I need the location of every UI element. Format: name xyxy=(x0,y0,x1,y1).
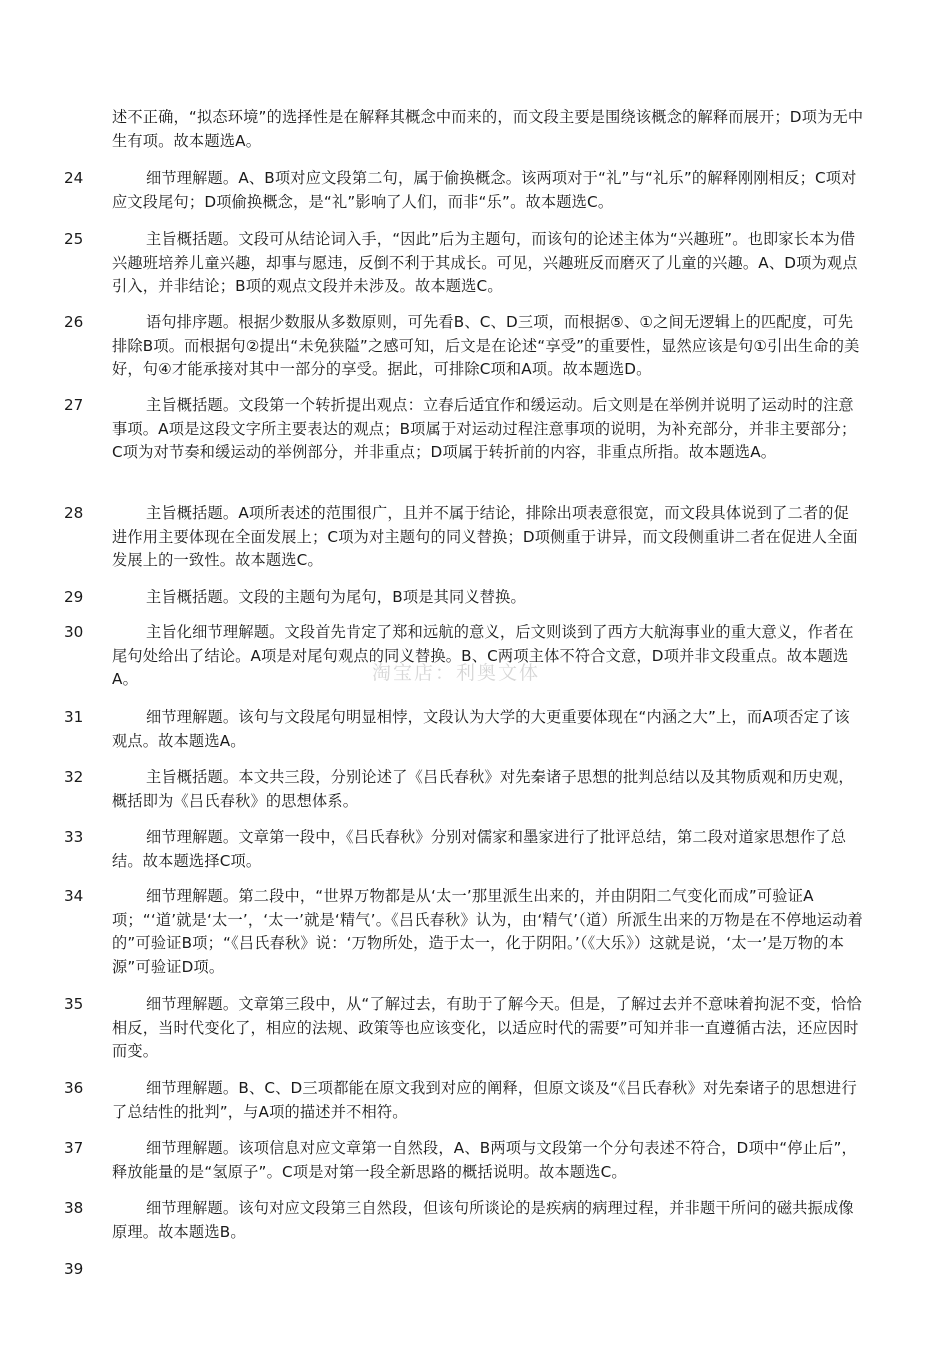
answer-explanation: 语句排序题。根据少数服从多数原则，可先看B、C、D三项，而根据⑤、①之间无逻辑上的匹配度，可先排除B项。而根据句②提出“未免狭隘”之感可知，后文是在论述“享受”的重要性，显然应该是句①引出生命的美好，句④才能承接对其中一部分的享受。据此，可排除C项和A项。故本题选D。 xyxy=(112,313,860,378)
answer-number: 31 xyxy=(64,708,84,726)
answer-explanation: 细节理解题。B、C、D三项都能在原文我到对应的阐释，但原文谈及“《吕氏春秋》对先秦诸子的思想进行了总结性的批判”，与A项的描述并不相符。 xyxy=(112,1079,857,1121)
watermark: 淘宝店：利奥文体 xyxy=(372,662,541,684)
answer-number: 26 xyxy=(64,313,84,331)
answer-explanation: 细节理解题。该句对应文段第三自然段，但该句所谈论的是疾病的病理过程，并非题干所问的磁共振成像原理。故本题选B。 xyxy=(112,1199,854,1241)
answer-explanation: 细节理解题。文章第三段中，从“了解过去，有助于了解今天。但是，了解过去并不意味着拘泥不变，恰恰相反，当时代变化了，相应的法规、政策等也应该变化，以适应时代的需要”可知并非一直遵循古法，还应因时而变。 xyxy=(112,995,862,1060)
answer-explanation: 细节理解题。该句与文段尾句明显相悖，文段认为大学的大更重要体现在“内涵之大”上，而A项否定了该观点。故本题选A。 xyxy=(112,708,850,750)
answer-number: 28 xyxy=(64,504,84,522)
answer-number: 36 xyxy=(64,1079,84,1097)
answer-number: 30 xyxy=(64,623,84,641)
continuation-paragraph: 述不正确，“拟态环境”的选择性是在解释其概念中而来的，而文段主要是围绕该概念的解释而展开；D项为无中生有项。故本题选A。 xyxy=(112,108,864,150)
answer-number: 38 xyxy=(64,1199,84,1217)
answer-explanation: 细节理解题。A、B项对应文段第二句，属于偷换概念。该两项对于“礼”与“礼乐”的解释刚刚相反；C项对应文段尾句；D项偷换概念，是“礼”影响了人们，而非“乐”。故本题选C。 xyxy=(112,169,857,211)
answer-number: 34 xyxy=(64,887,84,905)
answer-number: 37 xyxy=(64,1139,84,1157)
answer-explanation: 主旨化细节理解题。文段首先肯定了郑和远航的意义，后文则谈到了西方大航海事业的重大意义，作者在尾句处给出了结论。A项是对尾句观点的同义替换。B、C两项主体不符合文意，D项并非文段重点。故本题选A。 xyxy=(112,623,854,688)
answer-number: 33 xyxy=(64,828,84,846)
answer-explanation: 细节理解题。该项信息对应文章第一自然段，A、B两项与文段第一个分句表述不符合，D项中“停止后”，释放能量的是“氢原子”。C项是对第一段全新思路的概括说明。故本题选C。 xyxy=(112,1139,857,1181)
answer-explanation: 主旨概括题。本文共三段，分别论述了《吕氏春秋》对先秦诸子思想的批判总结以及其物质观和历史观，概括即为《吕氏春秋》的思想体系。 xyxy=(112,768,854,810)
answer-number: 24 xyxy=(64,169,84,187)
answer-number: 27 xyxy=(64,396,84,414)
answer-number: 32 xyxy=(64,768,84,786)
answer-number: 35 xyxy=(64,995,84,1013)
answer-explanation: 细节理解题。文章第一段中，《吕氏春秋》分别对儒家和墨家进行了批评总结，第二段对道家思想作了总结。故本题选择C项。 xyxy=(112,828,847,870)
answer-number: 25 xyxy=(64,230,84,248)
answer-number: 29 xyxy=(64,588,84,606)
answer-explanation: 主旨概括题。文段的主题句为尾句，B项是其同义替换。 xyxy=(146,588,526,606)
answer-explanation: 主旨概括题。A项所表述的范围很广，且并不属于结论，排除出项表意很宽，而文段具体说到了二者的促进作用主要体现在全面发展上；C项为对主题句的同义替换；D项侧重于讲异，而文段侧重讲二者在促进人全面发展上的一致性。故本题选C。 xyxy=(112,504,858,569)
answer-explanation: 主旨概括题。文段可从结论词入手，“因此”后为主题句，而该句的论述主体为“兴趣班”。也即家长本为借兴趣班培养儿童兴趣，却事与愿违，反倒不利于其成长。可见，兴趣班反而磨灭了儿童的兴趣。A、D项为观点引入，并非结论；B项的观点文段并未涉及。故本题选C。 xyxy=(112,230,858,295)
answer-number: 39 xyxy=(64,1260,84,1278)
answer-explanation: 主旨概括题。文段第一个转折提出观点：立春后适宜作和缓运动。后文则是在举例并说明了运动时的注意事项。A项是这段文字所主要表达的观点；B项属于对运动过程注意事项的说明，为补充部分，并非主要部分；C项为对节奏和缓运动的举例部分，并非重点；D项属于转折前的内容，非重点所指。故本题选A。 xyxy=(112,396,857,461)
answer-explanation xyxy=(112,1258,864,1282)
answer-explanation: 细节理解题。第二段中，“世界万物都是从‘太一’那里派生出来的，并由阴阳二气变化而成”可验证A项；“‘道’就是‘太一’，‘太一’就是‘精气’。《吕氏春秋》认为，由‘精气’（道）所派生出来的万物是在不停地运动着的”可验证B项；“《吕氏春秋》说：‘万物所处，造于太一，化于阴阳。’（《大乐》）这就是说，‘太一’是万物的本源”可验证D项。 xyxy=(112,887,863,976)
